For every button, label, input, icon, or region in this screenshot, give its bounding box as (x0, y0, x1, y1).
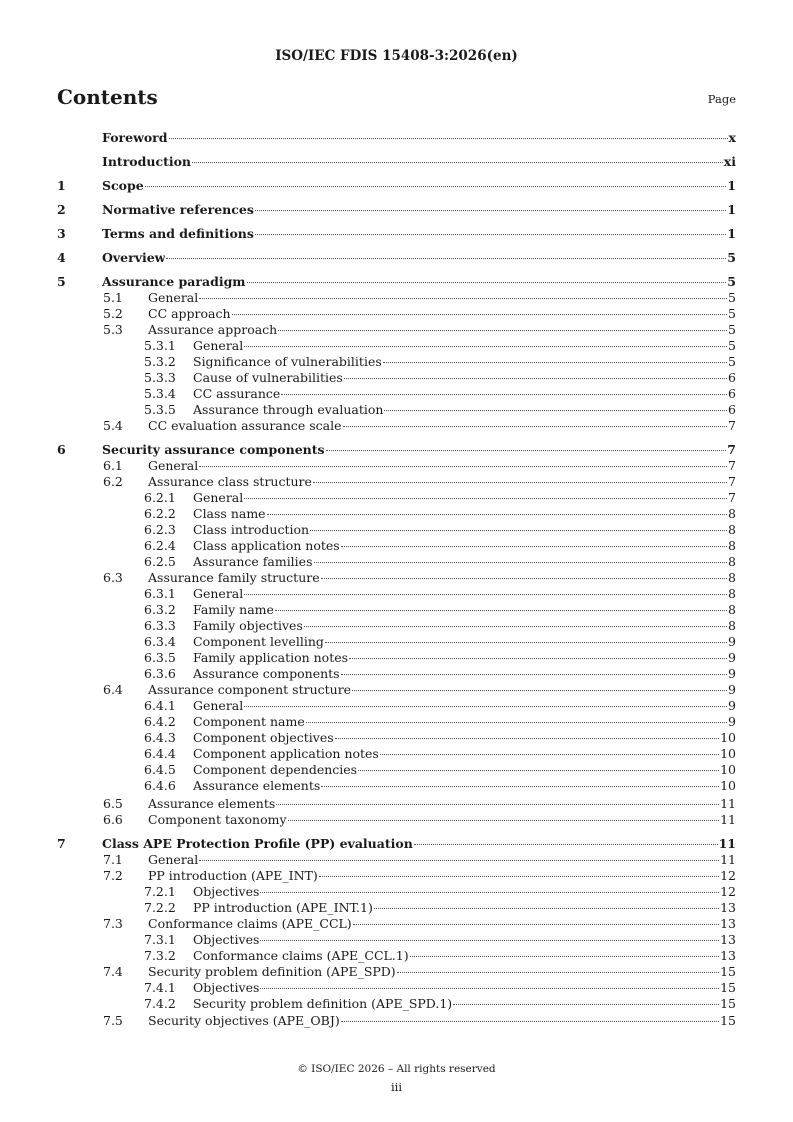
toc-entry-title[interactable]: Objectives (193, 884, 260, 899)
toc-entry-page: 15 (720, 980, 736, 995)
toc-entry-title[interactable]: Conformance claims (APE_CCL.1) (193, 948, 409, 963)
toc-entry[interactable] (57, 522, 736, 538)
toc-entry-number: 6.2.5 (144, 554, 176, 569)
toc-entry[interactable] (57, 370, 736, 386)
toc-entry-title[interactable]: Foreword (102, 130, 168, 145)
toc-entry-page: 12 (720, 868, 736, 883)
toc-entry-title[interactable]: Security problem definition (APE_SPD) (148, 964, 396, 979)
toc-dot-leader (278, 330, 727, 331)
toc-entry-page: 11 (720, 796, 736, 811)
toc-entry-page: 8 (728, 554, 736, 569)
toc-entry-number: 6.4.4 (144, 746, 176, 761)
toc-entry-number: 5.3.2 (144, 354, 176, 369)
toc-entry[interactable] (57, 996, 736, 1012)
toc-entry-number: 6.3.5 (144, 650, 176, 665)
toc-entry[interactable] (57, 778, 736, 794)
toc-entry-title[interactable]: CC assurance (193, 386, 281, 401)
toc-dot-leader (321, 786, 719, 787)
toc-entry-number: 6.3.6 (144, 666, 176, 681)
toc-entry[interactable] (57, 386, 736, 402)
toc-entry[interactable] (57, 682, 736, 698)
toc-entry-page: 10 (720, 778, 736, 793)
toc-entry-number: 5.3.3 (144, 370, 176, 385)
toc-entry-title[interactable]: Assurance elements (193, 778, 321, 793)
page-number: iii (390, 1080, 403, 1094)
toc-entry-number: 6 (57, 442, 66, 457)
toc-entry-page: 9 (728, 650, 736, 665)
toc-dot-leader (275, 610, 727, 611)
toc-entry-page: 6 (728, 370, 736, 385)
toc-entry[interactable] (57, 836, 736, 852)
toc-dot-leader (326, 450, 727, 451)
toc-entry-page: 5 (728, 354, 736, 369)
toc-entry-number: 5.3 (103, 322, 123, 337)
toc-entry[interactable] (57, 852, 736, 868)
toc-dot-leader (453, 1004, 719, 1005)
toc-entry-page: 11 (718, 836, 736, 851)
toc-entry-page: 10 (720, 746, 736, 761)
toc-entry-title[interactable]: PP introduction (APE_INT) (148, 868, 318, 883)
toc-entry-number: 6.4.5 (144, 762, 176, 777)
toc-entry-title[interactable]: General (148, 458, 199, 473)
toc-entry-page: 1 (727, 178, 736, 193)
toc-entry-number: 6.2.1 (144, 490, 176, 505)
toc-entry[interactable] (57, 964, 736, 980)
toc-entry-title[interactable]: Assurance components (193, 666, 340, 681)
toc-entry-page: 9 (728, 634, 736, 649)
toc-dot-leader (244, 498, 727, 499)
toc-entry-page: 13 (720, 948, 736, 963)
toc-entry[interactable] (57, 618, 736, 634)
toc-entry-page: 12 (720, 884, 736, 899)
toc-entry-title[interactable]: Conformance claims (APE_CCL) (148, 916, 352, 931)
toc-entry-number: 6.6 (103, 812, 123, 827)
toc-entry-page: 10 (720, 730, 736, 745)
toc-dot-leader (232, 314, 727, 315)
toc-entry-title[interactable]: Assurance families (193, 554, 313, 569)
toc-dot-leader (314, 562, 728, 563)
toc-dot-leader (255, 210, 726, 211)
toc-entry[interactable] (57, 306, 736, 322)
toc-dot-leader (397, 972, 719, 973)
toc-entry-number: 5.3.5 (144, 402, 176, 417)
toc-entry-number: 5 (57, 274, 66, 289)
toc-entry-page: 15 (720, 996, 736, 1011)
toc-entry-number: 6.4.6 (144, 778, 176, 793)
toc-entry-title[interactable]: Component name (193, 714, 305, 729)
toc-dot-leader (166, 258, 726, 259)
toc-entry-page: 9 (728, 714, 736, 729)
toc-entry-title[interactable]: Security problem definition (APE_SPD.1) (193, 996, 453, 1011)
toc-entry-title[interactable]: Class APE Protection Profile (PP) evaluation (102, 836, 413, 851)
toc-entry-page: 9 (728, 666, 736, 681)
toc-dot-leader (310, 530, 727, 531)
toc-entry[interactable] (57, 730, 736, 746)
toc-entry-page: 8 (728, 522, 736, 537)
toc-entry-page: 9 (728, 682, 736, 697)
toc-dot-leader (353, 924, 719, 925)
toc-entry-page: 15 (720, 964, 736, 979)
toc-entry-number: 5.4 (103, 418, 123, 433)
toc-dot-leader (358, 770, 719, 771)
toc-dot-leader (384, 410, 727, 411)
toc-entry-title[interactable]: Assurance family structure (148, 570, 320, 585)
page-title: Contents (57, 85, 158, 109)
toc-entry-title[interactable]: Introduction (102, 154, 192, 169)
toc-entry[interactable] (57, 932, 736, 948)
toc-entry-title[interactable]: Assurance approach (148, 322, 278, 337)
toc-entry-number: 6.2.4 (144, 538, 176, 553)
toc-entry-page: 10 (720, 762, 736, 777)
toc-dot-leader (199, 860, 719, 861)
toc-entry-title[interactable]: Security assurance components (102, 442, 325, 457)
toc-dot-leader (267, 514, 727, 515)
toc-entry-page: 8 (728, 618, 736, 633)
toc-entry-title[interactable]: Cause of vulnerabilities (193, 370, 343, 385)
toc-entry[interactable] (57, 154, 736, 170)
toc-entry-title[interactable]: Component objectives (193, 730, 334, 745)
toc-entry[interactable] (57, 900, 736, 916)
toc-entry-number: 6.4.3 (144, 730, 176, 745)
toc-entry[interactable] (57, 980, 736, 996)
toc-entry-title[interactable]: Class introduction (193, 522, 310, 537)
toc-dot-leader (343, 426, 728, 427)
toc-entry-number: 7.3.2 (144, 948, 176, 963)
toc-entry-number: 7.3.1 (144, 932, 176, 947)
toc-entry-number: 6.4.1 (144, 698, 176, 713)
toc-entry-number: 5.2 (103, 306, 123, 321)
toc-entry-page: 8 (728, 506, 736, 521)
page-column-label: Page (707, 92, 736, 106)
toc-entry-number: 6.3 (103, 570, 123, 585)
toc-entry-page: 8 (728, 538, 736, 553)
toc-dot-leader (199, 466, 727, 467)
toc-entry-page: 5 (728, 290, 736, 305)
toc-entry[interactable] (57, 650, 736, 666)
toc-entry-number: 6.3.2 (144, 602, 176, 617)
toc-entry-title[interactable]: Assurance component structure (148, 682, 352, 697)
toc-entry-number: 5.3.4 (144, 386, 176, 401)
toc-entry-number: 7.4.2 (144, 996, 176, 1011)
toc-dot-leader (244, 346, 727, 347)
toc-entry[interactable] (57, 130, 736, 146)
toc-entry-number: 3 (57, 226, 66, 241)
toc-entry-page: 15 (720, 1013, 736, 1028)
toc-dot-leader (414, 844, 718, 845)
toc-entry[interactable] (57, 634, 736, 650)
toc-entry[interactable] (57, 490, 736, 506)
toc-entry-title[interactable]: Objectives (193, 980, 260, 995)
toc-entry-title[interactable]: Objectives (193, 932, 260, 947)
toc-dot-leader (145, 186, 727, 187)
toc-entry-page: 1 (727, 226, 736, 241)
toc-entry-page: 11 (720, 852, 736, 867)
toc-entry-title[interactable]: CC approach (148, 306, 231, 321)
toc-dot-leader (244, 706, 727, 707)
toc-entry[interactable] (57, 322, 736, 338)
toc-entry-number: 7.2.2 (144, 900, 176, 915)
toc-entry-title[interactable]: General (193, 490, 244, 505)
toc-dot-leader (325, 642, 727, 643)
toc-entry-number: 7.5 (103, 1013, 123, 1028)
toc-entry[interactable] (57, 666, 736, 682)
toc-entry-page: xi (723, 154, 736, 169)
toc-entry-number: 7.2.1 (144, 884, 176, 899)
toc-dot-leader (313, 482, 727, 483)
toc-entry-title[interactable]: Significance of vulnerabilities (193, 354, 382, 369)
toc-dot-leader (306, 722, 727, 723)
toc-entry-number: 5.1 (103, 290, 123, 305)
toc-entry[interactable] (57, 250, 736, 266)
toc-entry-title[interactable]: Terms and definitions (102, 226, 254, 241)
toc-entry-number: 6.5 (103, 796, 123, 811)
toc-entry[interactable] (57, 202, 736, 218)
toc-dot-leader (341, 674, 727, 675)
toc-entry-page: 6 (728, 402, 736, 417)
toc-entry-number: 6.2.2 (144, 506, 176, 521)
toc-entry-title[interactable]: General (193, 338, 244, 353)
toc-dot-leader (341, 1021, 719, 1022)
toc-dot-leader (260, 940, 719, 941)
toc-entry-number: 7.2 (103, 868, 123, 883)
toc-entry[interactable] (57, 698, 736, 714)
toc-dot-leader (319, 876, 719, 877)
toc-entry[interactable] (57, 226, 736, 242)
toc-entry[interactable] (57, 796, 736, 812)
toc-entry[interactable] (57, 506, 736, 522)
toc-entry[interactable] (57, 762, 736, 778)
toc-entry-page: 8 (728, 586, 736, 601)
copyright-notice: © ISO/IEC 2026 – All rights reserved (297, 1063, 496, 1075)
toc-entry[interactable] (57, 570, 736, 586)
toc-entry-title[interactable]: Family application notes (193, 650, 349, 665)
toc-entry-title[interactable]: Class application notes (193, 538, 340, 553)
toc-entry[interactable] (57, 868, 736, 884)
toc-entry-title[interactable]: General (193, 698, 244, 713)
toc-entry[interactable] (57, 402, 736, 418)
toc-dot-leader (288, 820, 720, 821)
toc-dot-leader (304, 626, 727, 627)
toc-entry-page: 6 (728, 386, 736, 401)
toc-entry-title[interactable]: Assurance class structure (148, 474, 312, 489)
toc-entry[interactable] (57, 714, 736, 730)
toc-entry-title[interactable]: Scope (102, 178, 144, 193)
toc-entry-number: 7.3 (103, 916, 123, 931)
toc-dot-leader (383, 362, 727, 363)
toc-entry-title[interactable]: Assurance elements (148, 796, 276, 811)
toc-entry-title[interactable]: General (193, 586, 244, 601)
toc-entry[interactable] (57, 538, 736, 554)
toc-entry-title[interactable]: Security objectives (APE_OBJ) (148, 1013, 340, 1028)
toc-entry-page: 5 (728, 338, 736, 353)
toc-entry[interactable] (57, 338, 736, 354)
toc-entry-number: 6.3.3 (144, 618, 176, 633)
toc-dot-leader (255, 234, 726, 235)
toc-entry-number: 6.1 (103, 458, 123, 473)
toc-entry-page: 7 (727, 442, 736, 457)
toc-entry-number: 7.1 (103, 852, 123, 867)
toc-entry[interactable] (57, 1013, 736, 1029)
toc-dot-leader (276, 804, 719, 805)
toc-entry-number: 6.2 (103, 474, 123, 489)
toc-entry-number: 7.4.1 (144, 980, 176, 995)
toc-entry[interactable] (57, 812, 736, 828)
toc-entry-number: 7.4 (103, 964, 123, 979)
toc-entry-title[interactable]: CC evaluation assurance scale (148, 418, 342, 433)
toc-entry-number: 7 (57, 836, 66, 851)
toc-entry[interactable] (57, 418, 736, 434)
toc-dot-leader (344, 378, 727, 379)
toc-entry-page: 13 (720, 916, 736, 931)
toc-entry-title[interactable]: General (148, 852, 199, 867)
toc-entry-page: 7 (728, 490, 736, 505)
toc-entry-page: x (728, 130, 736, 145)
toc-entry-title[interactable]: Class name (193, 506, 266, 521)
toc-entry[interactable] (57, 884, 736, 900)
toc-entry-page: 13 (720, 900, 736, 915)
toc-dot-leader (169, 138, 728, 139)
toc-dot-leader (260, 988, 719, 989)
toc-entry[interactable] (57, 602, 736, 618)
toc-entry-number: 4 (57, 250, 66, 265)
toc-entry-page: 8 (728, 602, 736, 617)
toc-dot-leader (260, 892, 719, 893)
toc-entry-title[interactable]: Overview (102, 250, 166, 265)
toc-entry-number: 6.4 (103, 682, 123, 697)
toc-entry-page: 5 (727, 250, 736, 265)
toc-entry-title[interactable]: Component taxonomy (148, 812, 287, 827)
toc-entry[interactable] (57, 442, 736, 458)
toc-entry-page: 7 (728, 418, 736, 433)
toc-entry-page: 7 (728, 458, 736, 473)
toc-entry[interactable] (57, 746, 736, 762)
toc-entry-number: 6.4.2 (144, 714, 176, 729)
toc-entry-page: 7 (728, 474, 736, 489)
toc-entry[interactable] (57, 474, 736, 490)
toc-entry-page: 9 (728, 698, 736, 713)
toc-entry-page: 1 (727, 202, 736, 217)
toc-entry-title[interactable]: Assurance paradigm (102, 274, 246, 289)
toc-entry-title[interactable]: Assurance through evaluation (193, 402, 384, 417)
toc-entry[interactable] (57, 178, 736, 194)
toc-entry-page: 5 (728, 306, 736, 321)
toc-dot-leader (321, 578, 727, 579)
toc-entry-title[interactable]: Family name (193, 602, 274, 617)
toc-dot-leader (247, 282, 727, 283)
toc-dot-leader (192, 162, 723, 163)
toc-dot-leader (380, 754, 719, 755)
toc-dot-leader (199, 298, 727, 299)
toc-entry-number: 5.3.1 (144, 338, 176, 353)
toc-entry-title[interactable]: Component levelling (193, 634, 324, 649)
toc-entry-title[interactable]: Family objectives (193, 618, 303, 633)
toc-dot-leader (349, 658, 727, 659)
toc-entry-title[interactable]: PP introduction (APE_INT.1) (193, 900, 373, 915)
toc-dot-leader (281, 394, 727, 395)
toc-dot-leader (335, 738, 719, 739)
toc-entry[interactable] (57, 354, 736, 370)
toc-entry[interactable] (57, 916, 736, 932)
toc-dot-leader (341, 546, 727, 547)
toc-entry-page: 5 (727, 274, 736, 289)
toc-dot-leader (352, 690, 727, 691)
document-header: ISO/IEC FDIS 15408-3:2026(en) (275, 48, 518, 64)
toc-entry-page: 5 (728, 322, 736, 337)
toc-entry-title[interactable]: Component application notes (193, 746, 379, 761)
toc-dot-leader (410, 956, 719, 957)
toc-entry[interactable] (57, 586, 736, 602)
toc-entry-page: 13 (720, 932, 736, 947)
toc-entry-page: 11 (720, 812, 736, 827)
toc-entry-number: 2 (57, 202, 66, 217)
toc-entry[interactable] (57, 274, 736, 290)
toc-entry-number: 6.3.1 (144, 586, 176, 601)
toc-entry-page: 8 (728, 570, 736, 585)
toc-entry-number: 6.3.4 (144, 634, 176, 649)
toc-entry-title[interactable]: Component dependencies (193, 762, 358, 777)
toc-entry[interactable] (57, 290, 736, 306)
toc-entry-title[interactable]: Normative references (102, 202, 254, 217)
toc-dot-leader (374, 908, 719, 909)
toc-entry-number: 1 (57, 178, 66, 193)
toc-entry-title[interactable]: General (148, 290, 199, 305)
toc-dot-leader (244, 594, 727, 595)
toc-entry[interactable] (57, 554, 736, 570)
toc-entry-number: 6.2.3 (144, 522, 176, 537)
toc-entry[interactable] (57, 948, 736, 964)
toc-entry[interactable] (57, 458, 736, 474)
